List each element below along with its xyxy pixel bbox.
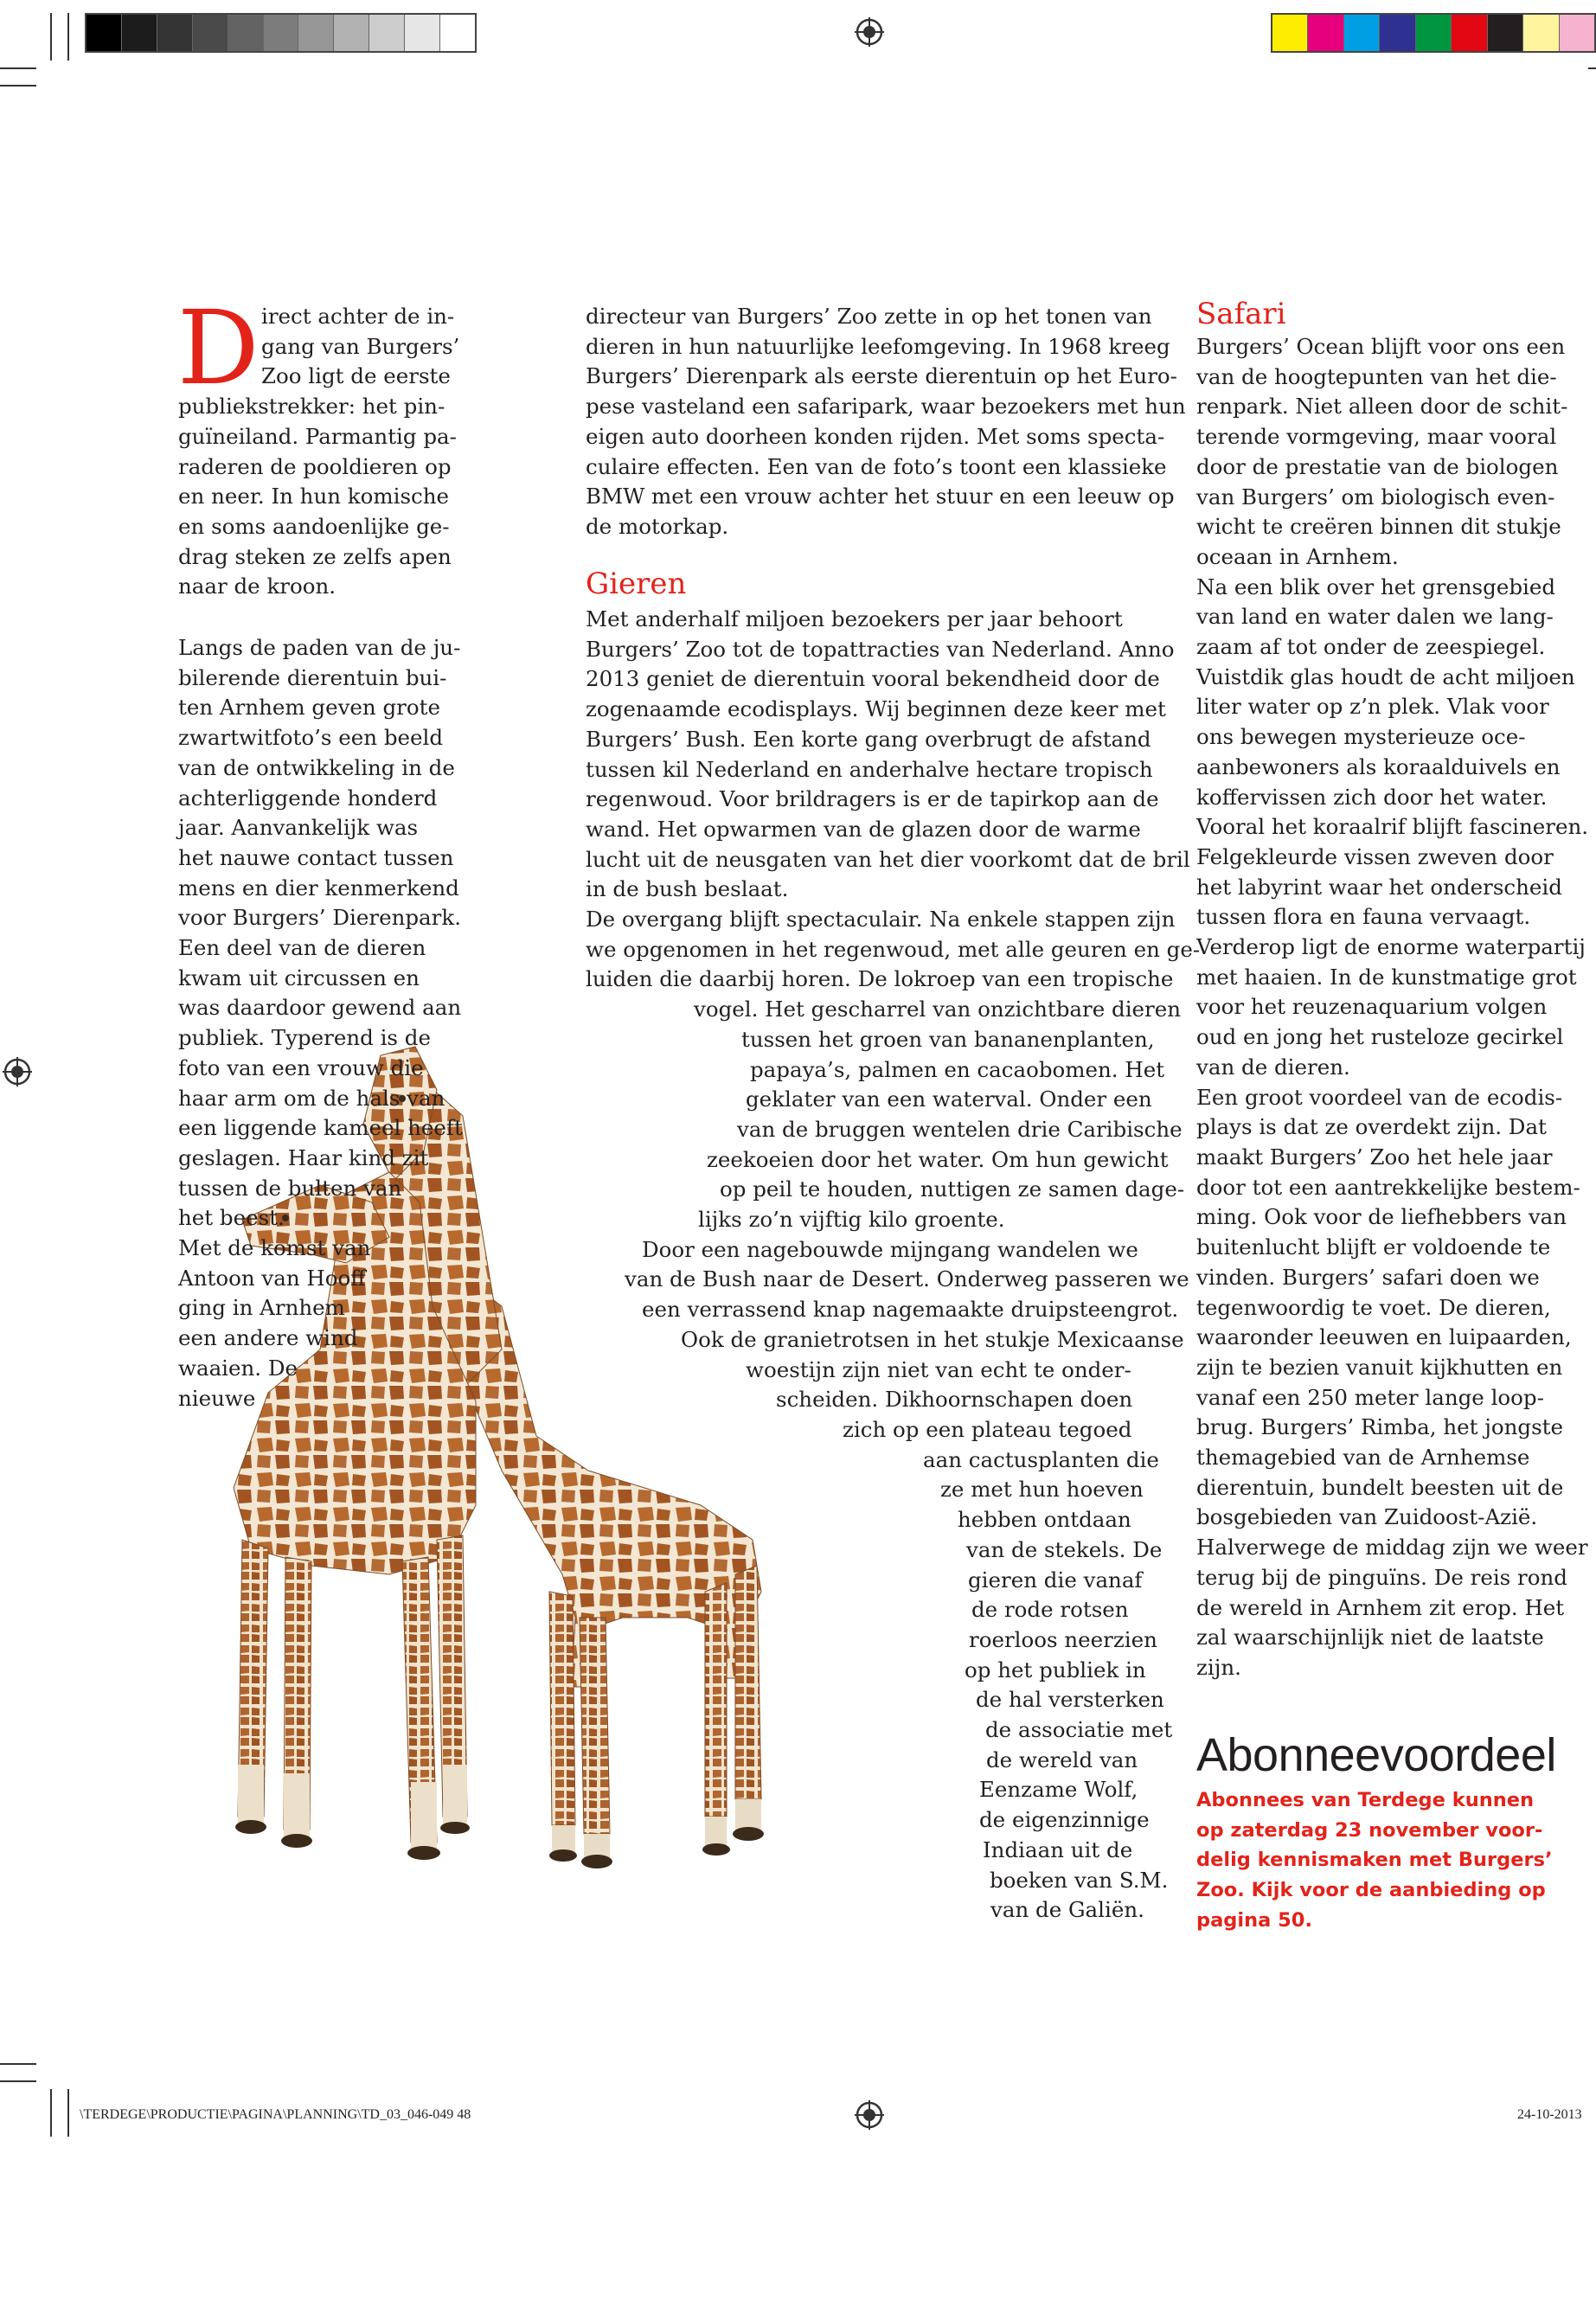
text-line: de wereld van [986,1747,1138,1772]
text-line: dierentuin, bundelt beesten uit de [1196,1474,1564,1500]
text-line: drag steken ze zelfs apen [178,543,452,569]
text-line: raderen de pooldieren op [178,453,452,479]
text-line: ten Arnhem geven grote [178,695,440,721]
calibration-swatch [87,15,121,51]
text-line: oceaan in Arnhem. [1196,543,1399,569]
text-line: van de dieren. [1196,1054,1350,1080]
text-line: Burgers’ Ocean blijft voor ons een [1196,334,1566,359]
text-line: directeur van Burgers’ Zoo zette in op het tonen van [586,304,1152,329]
text-line: Eenzame Wolf, [979,1777,1138,1803]
text-line: hebben ontdaan [958,1507,1131,1533]
text-line: het beest. [178,1205,285,1231]
text-line: achterliggende honderd [178,785,438,811]
text-line: zwartwitfoto’s een beeld [178,725,444,751]
text-line: gieren die vanaf [968,1567,1143,1593]
text-line: haar arm om de hals van [178,1085,445,1111]
text-line: van de bruggen wentelen drie Caribische [737,1116,1183,1142]
crop-mark [0,2080,36,2082]
text-line: plays is dat ze overdekt zijn. Dat [1196,1114,1547,1140]
text-line: eigen auto doorheen konden rijden. Met soms specta- [586,423,1165,449]
text-line: van de Bush naar de Desert. Onderweg passeren we [625,1266,1189,1292]
text-line: buitenlucht blijft er voldoende te [1196,1234,1551,1260]
text-line: themagebied van de Arnhemse [1196,1445,1530,1471]
text-line: aan cactusplanten die [923,1446,1159,1472]
text-line: renpark. Niet alleen door de schit- [1196,394,1568,420]
calibration-swatch [1272,15,1307,51]
text-line: kwam uit circussen en [178,965,420,990]
calibration-swatch [1379,15,1414,51]
text-line: Halverwege de middag zijn we weer [1196,1535,1588,1561]
crop-mark [67,2089,69,2137]
text-line: zaam af tot onder de zeespiegel. [1196,634,1546,660]
text-line: ging in Arnhem [178,1295,345,1321]
color-calibration-bar [1271,13,1596,53]
calibration-swatch [404,15,439,51]
drop-cap: D [177,288,260,407]
calibration-swatch [1487,15,1522,51]
crop-mark [0,85,36,87]
text-line: door tot een aantrekkelijke bestem- [1196,1174,1580,1200]
calibration-swatch [439,15,475,51]
text-line: voor Burgers’ Dierenpark. [178,905,461,931]
text-line: op peil te houden, nuttigen ze samen dage- [720,1176,1185,1202]
heading-safari: Safari [1196,297,1286,331]
text-line: Met anderhalf miljoen bezoekers per jaar behoort [586,606,1123,631]
text-line: in de bush beslaat. [586,876,789,902]
text-line: nieuwe [178,1385,256,1411]
text-line: mens en dier kenmerkend [178,875,459,901]
text-line: bilerende dierentuin bui- [178,664,447,690]
footer-date: 24-10-2013 [1517,2107,1582,2122]
text-line: het nauwe contact tussen [178,844,454,870]
text-line: publiek. Typerend is de [178,1025,431,1051]
text-line: regenwoud. Voor brildragers is er de tapirkop aan de [586,786,1159,812]
text-line: voor het reuzenaquarium volgen [1196,994,1548,1020]
text-line: zeekoeien door het water. Om hun gewicht [707,1146,1169,1172]
crop-mark [0,67,36,69]
text-line: pagina 50. [1196,1908,1313,1932]
text-line: tussen het groen van bananenplanten, [741,1026,1155,1052]
column-1-intro [177,288,460,602]
text-line: de wereld in Arnhem zit erop. Het [1196,1594,1565,1620]
text-line: van de Galiën. [990,1897,1144,1923]
text-line: de associatie met [985,1717,1173,1743]
text-line: liter water op z’n plek. Vlak voor [1196,694,1549,720]
text-line: Ook de granietrotsen in het stukje Mexicaanse [681,1326,1184,1352]
text-line: koffervissen zich door het water. [1196,784,1548,810]
text-line: brug. Burgers’ Rimba, het jongste [1196,1414,1563,1440]
text-line: gang van Burgers’ [261,333,460,359]
text-line: met haaien. In de kunstmatige grot [1196,964,1577,990]
text-line: Langs de paden van de ju- [178,635,461,660]
text-line: was daardoor gewend aan [178,995,462,1021]
crop-mark [0,2063,36,2065]
text-line: ze met hun hoeven [940,1477,1144,1503]
calibration-swatch [121,15,157,51]
text-line: maakt Burgers’ Zoo het hele jaar [1196,1144,1553,1170]
text-line: Na een blik over het grensgebied [1196,574,1556,599]
column-3 [1196,332,1588,1683]
text-line: waaien. De [178,1355,298,1381]
text-line: tussen de bulten van [178,1175,402,1201]
text-line: Met de komst van [178,1235,371,1261]
text-line: Indiaan uit de [983,1836,1133,1862]
promo-title: Abonneevoordeel [1196,1729,1556,1781]
text-line: vinden. Burgers’ safari doen we [1196,1264,1540,1290]
text-line: van de ontwikkeling in de [178,754,455,780]
text-line: waaronder leeuwen en luipaarden, [1196,1324,1572,1350]
text-line: tussen flora en fauna vervaagt. [1196,904,1531,930]
text-line: vogel. Het gescharrel van onzichtbare dieren [694,997,1182,1022]
text-line: de eigenzinnige [979,1807,1150,1833]
text-line: Zoo. Kijk voor de aanbieding op [1196,1879,1546,1902]
registration-mark-top [855,17,884,47]
text-line: zijn te bezien vanuit kijkhutten en [1196,1354,1563,1380]
calibration-swatch [1343,15,1379,51]
calibration-swatch [1451,15,1486,51]
text-line: Zoo ligt de eerste [261,363,451,389]
text-line: pese vasteland een safaripark, waar bezoekers met hun [586,394,1186,420]
text-line: Burgers’ Zoo tot de topattracties van Nederland. Anno [586,636,1175,662]
text-line: papaya’s, palmen en cacaobomen. Het [750,1056,1165,1082]
text-line: door de prestatie van de biologen [1196,453,1559,479]
text-line: publiekstrekker: het pin- [178,394,445,420]
text-line: roerloos neerzien [969,1626,1157,1652]
text-line: een liggende kameel heeft [178,1115,463,1141]
column-2-top [586,302,1186,542]
text-line: ons bewegen mysterieuze oce- [1196,724,1526,750]
text-line: zich op een plateau tegoed [843,1416,1132,1442]
registration-mark-bottom [855,2100,884,2130]
text-line: de hal versterken [976,1687,1164,1713]
text-line: Burgers’ Dierenpark als eerste dierentuin op het Euro- [586,363,1177,389]
text-line: wicht te creëren binnen dit stukje [1196,514,1561,540]
crop-mark [1588,67,1596,69]
calibration-swatch [192,15,228,51]
text-line: aanbewoners als koraalduivels en [1196,753,1561,779]
text-line: tussen kil Nederland en anderhalve hectare tropisch [586,756,1153,782]
calibration-swatch [157,15,192,51]
text-line: de motorkap. [586,513,729,539]
text-line: wand. Het opwarmen van de glazen door de warme [586,816,1141,842]
text-line: we opgenomen in het regenwoud, met alle geuren en ge- [586,936,1201,962]
footer-file-path: \TERDEGE\PRODUCTIE\PAGINA\PLANNING\TD_03_046-049 48 [80,2107,471,2122]
grayscale-calibration-bar [85,13,477,53]
text-line: culaire effecten. Een van de foto’s toont een klassieke [586,453,1167,479]
text-line: scheiden. Dikhoornschapen doen [776,1387,1133,1413]
column-2-gieren [586,605,1200,1926]
text-line: dieren in hun natuurlijke leefomgeving. In 1968 kreeg [586,333,1170,359]
heading-gieren: Gieren [586,567,687,601]
text-line: van Burgers’ om biologisch even- [1196,484,1555,510]
text-line: een verrassend knap nagemaakte druipsteengrot. [642,1297,1179,1323]
text-line: irect achter de in- [261,304,455,329]
text-line: op zaterdag 23 november voor- [1196,1818,1543,1842]
text-line: 2013 geniet de dierentuin vooral bekendheid door de [586,666,1160,692]
text-line: Burgers’ Bush. Een korte gang overbrugt de afstand [586,726,1151,752]
text-line: guïneiland. Parmantig pa- [178,423,457,449]
promo-text [1196,1785,1568,1936]
text-line: bosgebieden van Zuidoost-Azië. [1196,1504,1538,1530]
text-line: Antoon van Hooff [178,1265,366,1291]
text-line: luiden die daarbij horen. De lokroep van een tropische [586,966,1174,992]
calibration-swatch [1559,15,1594,51]
calibration-swatch [1522,15,1558,51]
calibration-swatch [228,15,263,51]
text-line: en soms aandoenlijke ge- [178,513,450,539]
text-line: zijn. [1196,1654,1241,1680]
calibration-swatch [333,15,369,51]
text-line: jaar. Aanvankelijk was [178,815,419,841]
calibration-swatch [1307,15,1343,51]
text-line: naar de kroon. [178,574,337,599]
text-line: terende vormgeving, maar vooral [1196,424,1557,450]
text-line: woestijn zijn niet van echt te onder- [746,1356,1131,1382]
text-line: en neer. In hun komische [178,484,450,510]
text-line: het labyrint waar het onderscheid [1196,874,1562,900]
crop-mark [50,2089,52,2137]
text-line: BMW met een vrouw achter het stuur en een leeuw op [586,484,1175,510]
text-line: Verderop ligt de enorme waterpartij [1196,934,1586,960]
calibration-swatch [1415,15,1451,51]
text-line: op het publiek in [965,1657,1146,1682]
text-line: tegenwoordig te voet. De dieren, [1196,1294,1551,1320]
text-line: Door een nagebouwde mijngang wandelen we [642,1236,1138,1262]
crop-mark [50,13,52,61]
text-line: Abonnees van Terdege kunnen [1196,1789,1535,1811]
column-1-body [178,633,463,1413]
text-line: Felgekleurde vissen zweven door [1196,843,1554,869]
registration-mark-left [3,1057,32,1086]
text-line: zogenaamde ecodisplays. Wij beginnen deze keer met [586,696,1166,722]
text-line: lijks zo’n vijftig kilo groente. [698,1207,1005,1233]
text-line: boeken van S.M. [990,1867,1169,1893]
text-line: Een deel van de dieren [178,935,426,961]
text-line: zal waarschijnlijk niet de laatste [1196,1625,1544,1650]
text-line: De overgang blijft spectaculair. Na enkele stappen zijn [586,907,1176,933]
text-line: geklater van een waterval. Onder een [746,1086,1152,1112]
text-line: van de stekels. De [966,1536,1163,1562]
text-line: ming. Ook voor de liefhebbers van [1196,1204,1567,1230]
text-line: Een groot voordeel van de ecodis- [1196,1084,1563,1110]
text-line: geslagen. Haar kind zit [178,1144,429,1170]
text-line: oud en jong het rusteloze gecirkel [1196,1024,1564,1050]
text-line: delig kennismaken met Burgers’ [1196,1849,1553,1872]
text-line: lucht uit de neusgaten van het dier voorkomt dat de bril [586,846,1190,872]
text-line: vanaf een 250 meter lange loop- [1196,1384,1544,1410]
calibration-swatch [298,15,333,51]
text-line: Vooral het koraalrif blijft fascineren. [1196,814,1589,840]
crop-mark [67,13,69,61]
calibration-swatch [263,15,298,51]
text-line: een andere wind [178,1325,358,1351]
text-line: terug bij de pinguïns. De reis rond [1196,1564,1567,1590]
calibration-swatch [369,15,404,51]
text-line: foto van een vrouw die [178,1054,424,1080]
text-line: van land en water dalen we lang- [1196,604,1554,630]
text-line: van de hoogtepunten van het die- [1196,363,1557,389]
text-line: Vuistdik glas houdt de acht miljoen [1196,663,1575,689]
text-line: de rode rotsen [971,1597,1129,1623]
